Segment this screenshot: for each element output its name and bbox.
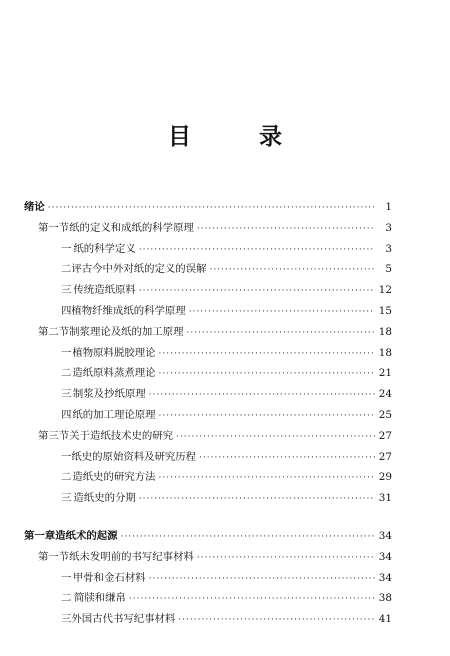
toc-entry-number: 二 <box>61 367 72 380</box>
dot-leader <box>159 411 375 421</box>
toc-entry-title: 简牍和缣帛 <box>73 592 126 605</box>
toc-entry-number: 二 <box>61 592 72 605</box>
toc-entry[interactable] <box>24 260 392 281</box>
toc-entry-number: 第三节 <box>38 429 70 442</box>
dot-leader <box>178 615 375 625</box>
dot-leader <box>197 224 375 234</box>
toc-entry[interactable] <box>24 323 392 344</box>
dot-leader <box>139 245 375 255</box>
toc-entry-title: 纸未发明前的书写纪事材料 <box>69 550 194 563</box>
toc-page-number: 15 <box>378 304 392 317</box>
toc-entry[interactable] <box>24 427 392 448</box>
toc-entry-title: 造纸史的研究方法 <box>72 471 156 484</box>
dot-leader <box>129 594 375 604</box>
toc-page-number: 34 <box>378 550 392 563</box>
toc-page-number: 41 <box>378 613 392 626</box>
toc-entry-title: 甲骨和金石材料 <box>72 571 146 584</box>
toc-entry[interactable] <box>24 281 392 302</box>
toc-entry-number: 一 <box>61 242 72 255</box>
toc-entry-number: 一 <box>61 450 72 463</box>
toc-entry[interactable] <box>24 548 392 569</box>
toc-entry-title: 纸的科学定义 <box>73 242 136 255</box>
toc-page-number: 29 <box>378 471 392 484</box>
toc-entry-number: 第一节 <box>38 221 70 234</box>
toc-entry[interactable] <box>24 198 392 219</box>
toc-page-number: 18 <box>378 346 392 359</box>
page-title: 目 录 <box>167 124 312 150</box>
toc-entry-number: 二 <box>61 471 72 484</box>
table-of-contents <box>24 198 392 631</box>
dot-leader <box>48 203 375 213</box>
dot-leader <box>149 390 375 400</box>
toc-entry-title: 关于造纸技术史的研究 <box>69 429 174 442</box>
toc-page-number: 21 <box>378 367 392 380</box>
toc-page-number: 18 <box>378 325 392 338</box>
toc-entry-number: 一 <box>61 571 72 584</box>
dot-leader <box>186 328 375 338</box>
dot-leader <box>121 532 375 542</box>
toc-page-number: 1 <box>385 201 392 213</box>
toc-page-number: 3 <box>385 242 392 255</box>
toc-entry-number: 第一章 <box>24 529 56 542</box>
toc-page-number: 5 <box>385 263 392 276</box>
dot-leader <box>176 432 375 442</box>
toc-page-number: 27 <box>378 450 392 463</box>
toc-entry[interactable] <box>24 489 392 510</box>
toc-entry-number: 一 <box>61 346 72 359</box>
toc-entry[interactable] <box>24 364 392 385</box>
toc-entry-title: 造纸史的分期 <box>73 492 136 505</box>
toc-entry-number: 二 <box>61 263 72 276</box>
dot-leader <box>209 265 375 275</box>
toc-entry[interactable] <box>24 240 392 261</box>
toc-entry-number: 三 <box>61 492 72 505</box>
toc-page-number: 24 <box>378 388 392 401</box>
toc-entry-title: 植物原料脱胶理论 <box>72 346 156 359</box>
toc-entry-title: 传统造纸原料 <box>73 284 136 297</box>
dot-leader <box>197 553 375 563</box>
toc-page-number: 25 <box>378 408 392 421</box>
toc-entry[interactable] <box>24 344 392 365</box>
toc-entry[interactable] <box>24 589 392 610</box>
toc-entry[interactable] <box>24 406 392 427</box>
toc-entry[interactable] <box>24 468 392 489</box>
toc-entry[interactable] <box>24 527 392 548</box>
toc-entry[interactable] <box>24 385 392 406</box>
toc-entry-title: 评古今中外对纸的定义的误解 <box>71 263 207 276</box>
dot-leader <box>149 574 375 584</box>
dot-leader <box>199 453 375 463</box>
toc-entry[interactable] <box>24 610 392 631</box>
dot-leader <box>189 307 375 317</box>
toc-entry-title: 制浆及抄纸原理 <box>72 388 146 401</box>
toc-page-number: 34 <box>378 529 392 542</box>
dot-leader <box>159 473 375 483</box>
dot-leader <box>159 369 375 379</box>
toc-entry-title: 纸史的原始资料及研究历程 <box>71 450 197 463</box>
toc-page-number: 31 <box>378 492 392 505</box>
toc-entry-number: 三 <box>61 388 72 401</box>
toc-page-number: 12 <box>378 284 392 297</box>
toc-page-number: 34 <box>378 571 392 584</box>
toc-entry-title: 制浆理论及纸的加工原理 <box>69 325 184 338</box>
toc-entry-number: 四 <box>61 408 72 421</box>
toc-entry[interactable] <box>24 448 392 469</box>
toc-entry-number: 三 <box>61 613 72 626</box>
toc-entry[interactable] <box>24 569 392 590</box>
dot-leader <box>159 349 375 359</box>
toc-page-number: 27 <box>378 429 392 442</box>
toc-entry-number: 第一节 <box>38 550 70 563</box>
toc-entry[interactable] <box>24 302 392 323</box>
toc-entry-title: 绪论 <box>24 201 45 213</box>
toc-entry-title: 植物纤维成纸的科学原理 <box>71 304 186 317</box>
toc-entry-title: 造纸术的起源 <box>55 529 118 542</box>
toc-page-number: 38 <box>378 592 392 605</box>
toc-entry-number: 三 <box>61 284 72 297</box>
dot-leader <box>139 286 375 296</box>
toc-entry-number: 第二节 <box>38 325 70 338</box>
toc-entry-title: 纸的加工理论原理 <box>72 408 156 421</box>
toc-entry[interactable] <box>24 219 392 240</box>
toc-entry-title: 纸的定义和成纸的科学原理 <box>69 221 194 234</box>
toc-entry-title: 造纸原料蒸煮理论 <box>72 367 156 380</box>
toc-entry-number: 四 <box>61 304 72 317</box>
toc-entry-title: 外国古代书写纪事材料 <box>71 613 176 626</box>
toc-page-number: 3 <box>385 221 392 234</box>
dot-leader <box>139 494 375 504</box>
